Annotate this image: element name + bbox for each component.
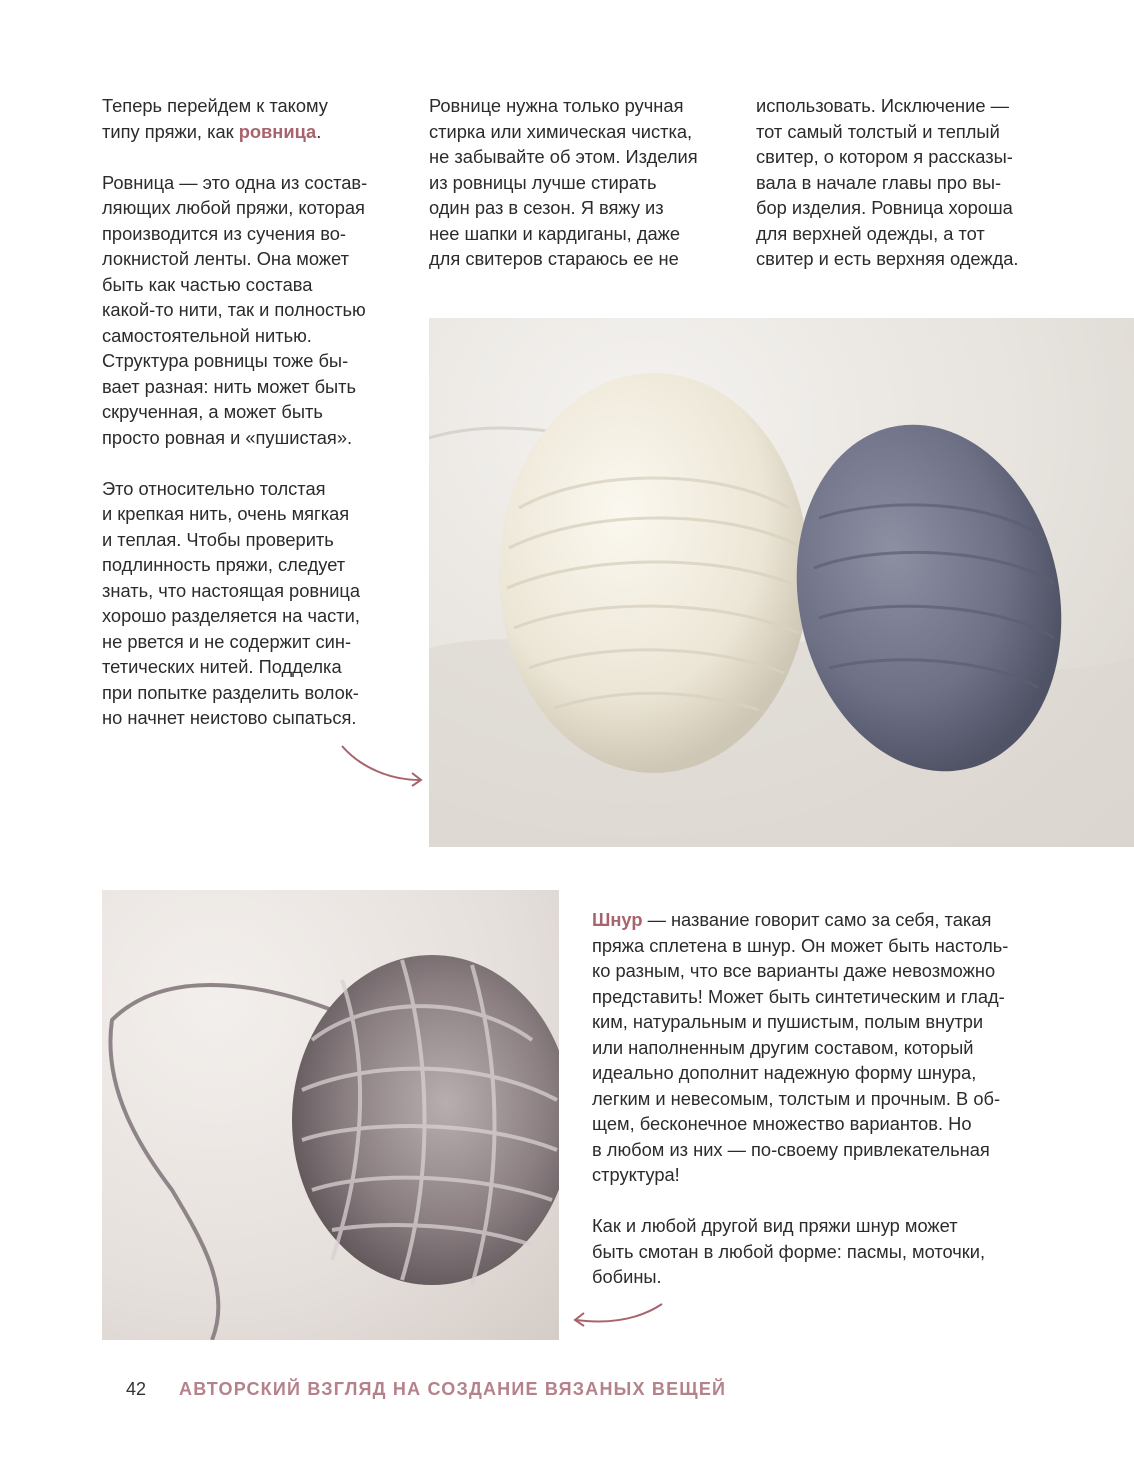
paragraph-rovnitsa-exception (756, 93, 1056, 272)
text-line: и крепкая нить, очень мягкая (102, 503, 350, 524)
text-line: Ровница — это одна из состав- (102, 171, 368, 193)
text-line: ляющих любой пряжи, которая (102, 197, 365, 218)
text-line: какой-то нити, так и полностью (102, 299, 366, 320)
curved-arrow-icon (336, 738, 426, 788)
text-line: нее шапки и кардиганы, даже (429, 222, 681, 244)
text-line: Структура ровницы тоже бы- (102, 350, 349, 371)
text-line: для верхней одежды, а тот (756, 222, 985, 244)
intro-line-2: типу пряжи, как (102, 120, 239, 142)
text-line: пряжа сплетена в шнур. Он может быть настоль- (592, 934, 1009, 956)
photo-roving-yarn-balls (429, 318, 1134, 847)
text-line: свитер, о котором я рассказы- (756, 146, 1013, 167)
text-line: свитер и есть верхняя одежда. (756, 248, 1019, 269)
text-line: щем, бесконечное множество вариантов. Но (592, 1113, 972, 1134)
photo-cord-yarn (102, 890, 559, 1340)
text-line: локнистой ленты. Она может (102, 248, 349, 269)
text-line: знать, что настоящая ровница (102, 579, 361, 601)
text-line: ким, натуральным и пушистым, полым внутри (592, 1011, 984, 1032)
intro-paragraph (102, 93, 407, 144)
text-line: стирка или химическая чистка, (429, 120, 693, 142)
paragraph-cord-description (592, 907, 1062, 1188)
text-line: и теплая. Чтобы проверить (102, 528, 334, 550)
text-line: но начнет неистово сыпаться. (102, 707, 357, 728)
text-line: Как и любой другой вид пряжи шнур может (592, 1215, 958, 1236)
text-column-2 (429, 93, 729, 272)
text-line: не забывайте об этом. Изделия (429, 146, 698, 167)
text-line: один раз в сезон. Я вяжу из (429, 197, 664, 218)
text-line: бобины. (592, 1266, 662, 1287)
text-line: в любом из них — по-своему привлекательная (592, 1138, 990, 1160)
text-line: просто ровная и «пушистая». (102, 426, 353, 448)
intro-line-1: Теперь перейдем к такому (102, 95, 328, 116)
text-line: идеально дополнит надежную форму шнура, (592, 1062, 977, 1083)
text-line: быть как частью состава (102, 273, 313, 295)
text-line: тот самый толстый и теплый (756, 120, 1000, 142)
text-line: скрученная, а может быть (102, 401, 323, 422)
page-number: 42 (126, 1379, 147, 1399)
page-footer (126, 1379, 726, 1400)
text-line: тетических нитей. Подделка (102, 656, 342, 677)
text-line: подлинность пряжи, следует (102, 554, 346, 575)
text-line: не рвется и не содержит син- (102, 630, 352, 652)
text-line: хорошо разделяется на части, (102, 605, 360, 626)
text-line: производится из сучения во- (102, 222, 346, 244)
text-line: из ровницы лучше стирать (429, 171, 657, 193)
text-column-3 (756, 93, 1056, 272)
text-line: Это относительно толстая (102, 477, 326, 499)
text-line: самостоятельной нитью. (102, 324, 312, 346)
text-line: вает разная: нить может быть (102, 375, 357, 397)
term-rovnitsa: ровница (238, 120, 317, 142)
text-column-cord (592, 907, 1062, 1290)
paragraph-rovnitsa-definition (102, 170, 407, 451)
paragraph-cord-forms (592, 1213, 1062, 1290)
text-line: или наполненным другим составом, который (592, 1036, 974, 1058)
text-line: ко разным, что все варианты даже невозможно (592, 960, 996, 981)
text-line: использовать. Исключение — (756, 95, 1009, 116)
intro-end: . (316, 120, 322, 142)
paragraph-rovnitsa-care (429, 93, 729, 272)
cord-first-line-rest: — название говорит само за себя, такая (642, 909, 992, 930)
text-line: при попытке разделить волок- (102, 681, 359, 703)
text-line: для свитеров стараюсь ее не (429, 248, 679, 269)
text-line: структура! (592, 1164, 680, 1185)
term-cord: Шнур (592, 909, 643, 930)
text-line: Ровнице нужна только ручная (429, 95, 684, 116)
text-line: представить! Может быть синтетическим и глад- (592, 985, 1005, 1007)
running-title: АВТОРСКИЙ ВЗГЛЯД НА СОЗДАНИЕ ВЯЗАНЫХ ВЕЩЕЙ (179, 1379, 727, 1399)
text-line: легким и невесомым, толстым и прочным. В об- (592, 1087, 1001, 1109)
text-line: быть смотан в любой форме: пасмы, моточки, (592, 1240, 986, 1262)
curved-arrow-left-icon (568, 1298, 666, 1330)
text-line: вала в начале главы про вы- (756, 171, 1002, 193)
text-line: бор изделия. Ровница хороша (756, 197, 1013, 218)
paragraph-rovnitsa-properties (102, 476, 407, 731)
text-column-1 (102, 93, 407, 731)
